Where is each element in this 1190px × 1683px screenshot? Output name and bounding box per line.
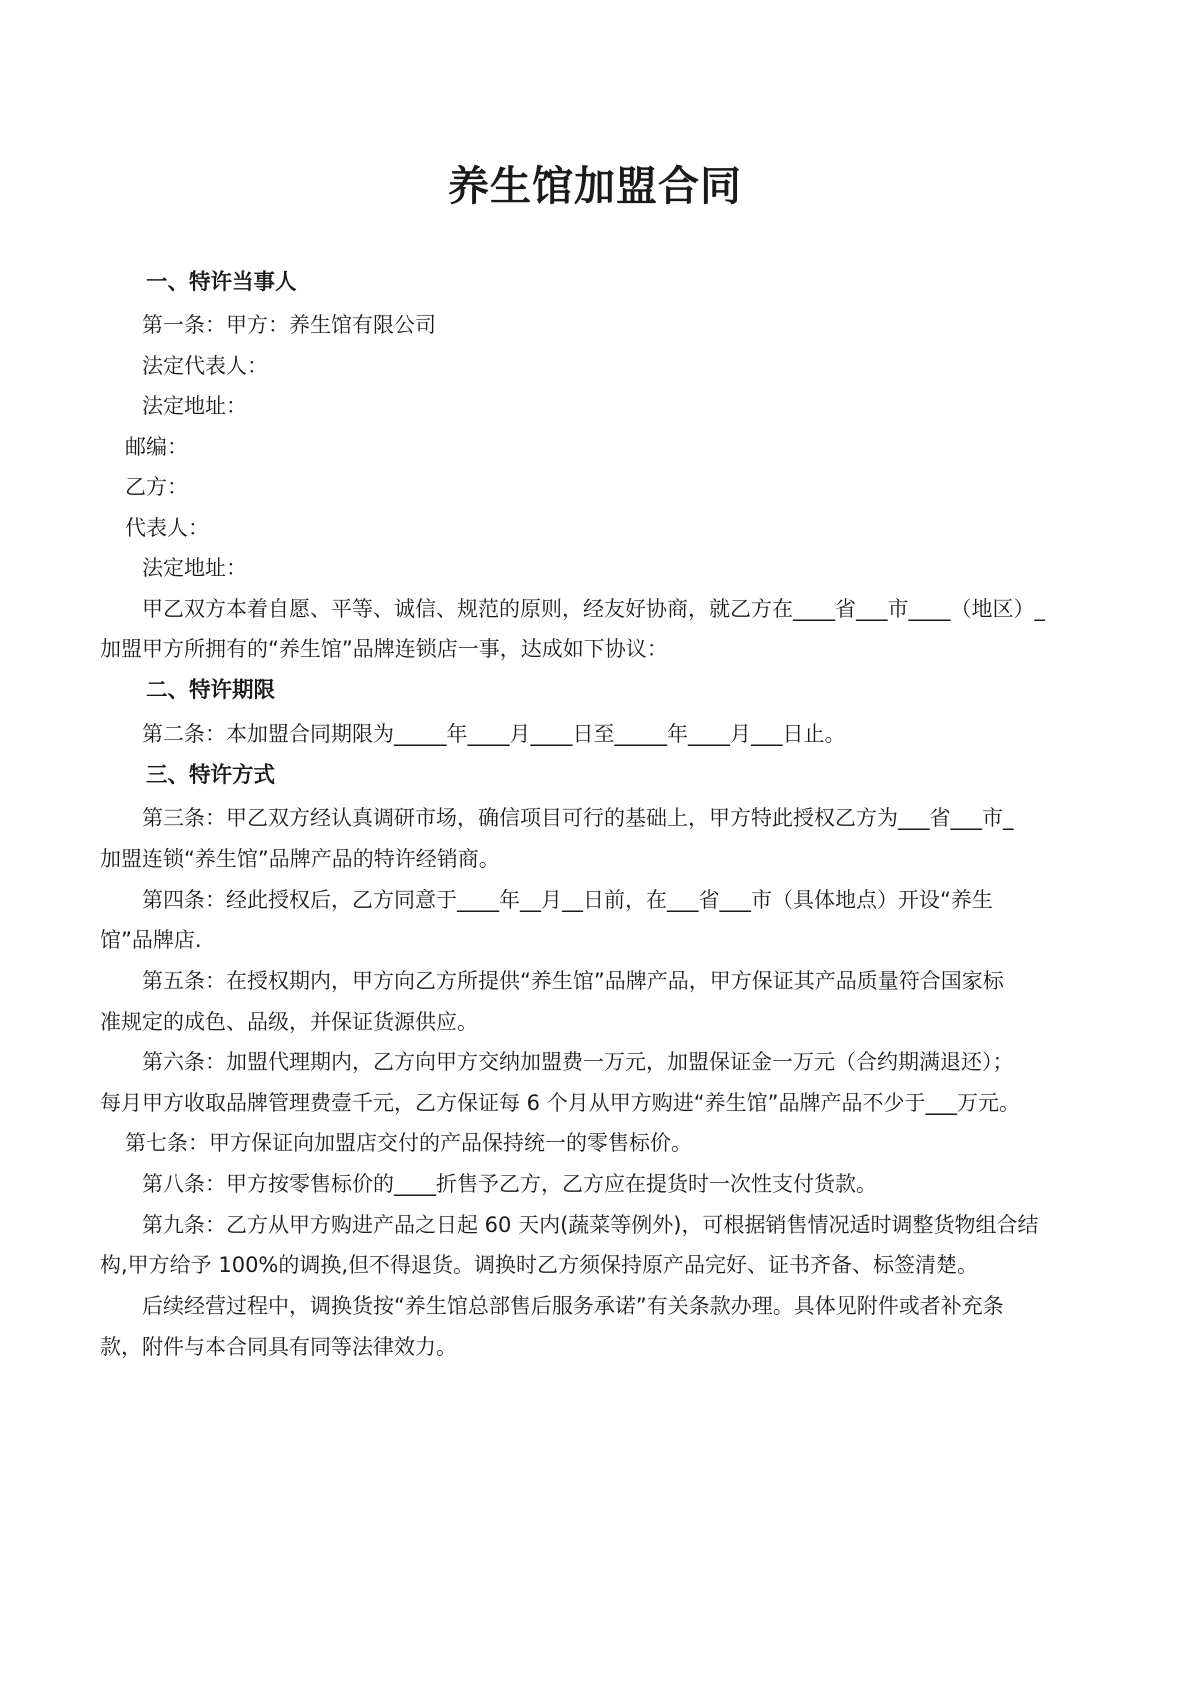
section-heading-3: 三、特许方式 (146, 763, 276, 788)
article-5-line-1: 第五条：在授权期内，甲方向乙方所提供“养生馆”品牌产品，甲方保证其产品质量符合国家标 (142, 969, 1004, 993)
article-4-line-2: 馆”品牌店. (100, 928, 202, 952)
article-9-line-1: 第九条：乙方从甲方购进产品之日起 60 天内(蔬菜等例外)，可根据销售情况适时调整货物组合结 (142, 1213, 1039, 1237)
closing-line-2: 款，附件与本合同具有同等法律效力。 (100, 1335, 457, 1359)
party-b: 乙方： (125, 475, 188, 499)
party-b-legal-address: 法定地址： (142, 556, 247, 580)
article-6-line-1: 第六条：加盟代理期内，乙方向甲方交纳加盟费一万元，加盟保证金一万元（合约期满退还）； (142, 1050, 1014, 1074)
party-a-legal-rep: 法定代表人： (142, 354, 268, 378)
article-4-line-1: 第四条：经此授权后，乙方同意于____年__月__日前，在___省___市（具体地点）开设“养生 (142, 888, 993, 912)
article-5-line-2: 准规定的成色、品级，并保证货源供应。 (100, 1010, 478, 1034)
preamble-line-2: 加盟甲方所拥有的“养生馆”品牌连锁店一事，达成如下协议： (100, 637, 668, 661)
article-2: 第二条：本加盟合同期限为_____年____月____日至_____年____月___日止。 (142, 722, 846, 746)
article-8: 第八条：甲方按零售标价的____折售予乙方，乙方应在提货时一次性支付货款。 (142, 1172, 877, 1196)
article-6-line-2: 每月甲方收取品牌管理费壹千元，乙方保证每 6 个月从甲方购进“养生馆”品牌产品不少于___万元。 (100, 1091, 1020, 1115)
article-1-party-a: 第一条：甲方：养生馆有限公司 (142, 313, 436, 337)
article-3-line-1: 第三条：甲乙双方经认真调研市场，确信项目可行的基础上，甲方特此授权乙方为___省___市_ (142, 806, 1014, 830)
party-b-representative: 代表人： (125, 516, 209, 540)
article-9-line-2: 构,甲方给予 100%的调换,但不得退货。调换时乙方须保持原产品完好、证书齐备、标签清楚。 (100, 1253, 979, 1277)
article-7: 第七条：甲方保证向加盟店交付的产品保持统一的零售标价。 (125, 1131, 692, 1155)
preamble-line-1: 甲乙双方本着自愿、平等、诚信、规范的原则，经友好协商，就乙方在____省___市____（地区）_ (142, 597, 1045, 621)
closing-line-1: 后续经营过程中，调换货按“养生馆总部售后服务承诺”有关条款办理。具体见附件或者补充条 (142, 1294, 1004, 1318)
document-title: 养生馆加盟合同 (448, 162, 742, 210)
party-a-legal-address: 法定地址： (142, 394, 247, 418)
section-heading-2: 二、特许期限 (146, 678, 276, 703)
party-a-postcode: 邮编： (125, 435, 188, 459)
section-heading-1: 一、特许当事人 (146, 270, 297, 295)
article-3-line-2: 加盟连锁“养生馆”品牌产品的特许经销商。 (100, 847, 500, 871)
